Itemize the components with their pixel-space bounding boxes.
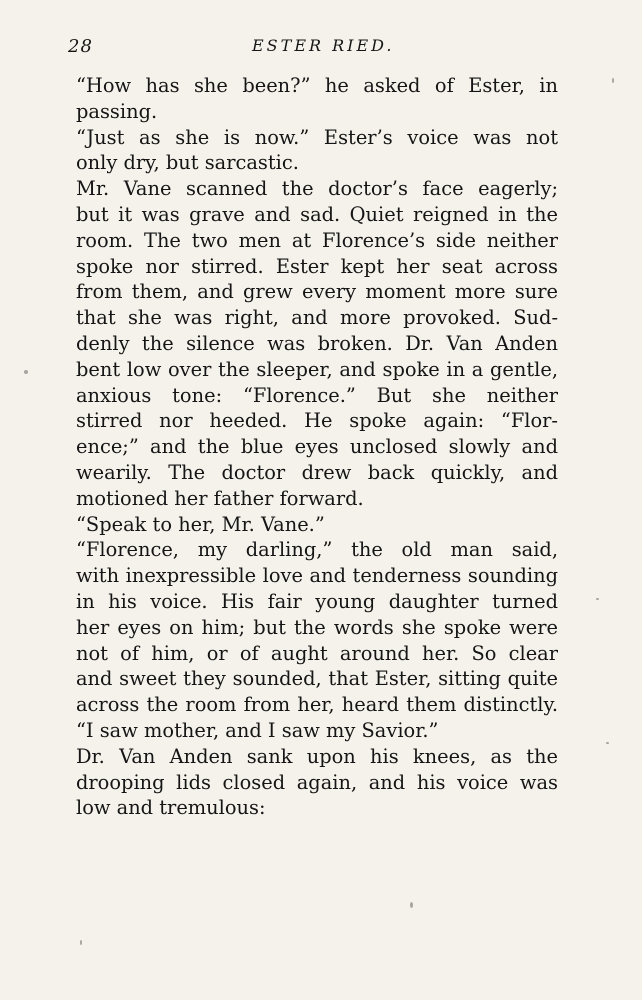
text-line: bent low over the sleeper, and spoke in a gentle, [76,357,558,381]
paper-speck [606,742,609,744]
text-line: Mr. Vane scanned the doctor’s face eagerly; [76,177,558,201]
paper-speck [410,902,413,908]
text-line: only dry, but sarcastic. [76,151,299,175]
text-line: from them, and grew every moment more sure [76,280,558,304]
text-line: “How has she been?” he asked of Ester, in [76,74,558,97]
text-line: ence;” and the blue eyes unclosed slowly and [76,435,558,459]
text-line: spoke nor stirred. Ester kept her seat across [76,254,558,278]
text-line: across the room from her, heard them distinctly. [76,693,558,717]
paper-speck [24,370,28,374]
paper-speck [612,78,614,83]
text-line: “Florence, my darling,” the old man said, [76,538,558,562]
text-line: her eyes on him; but the words she spoke were [76,615,558,639]
text-line: motioned her father forward. [76,486,364,510]
text-line: wearily. The doctor drew back quickly, and [76,460,558,484]
text-line: and sweet they sounded, that Ester, sitting quite [76,667,558,691]
text-line: with inexpressible love and tenderness sounding [76,564,558,588]
paper-speck [596,598,599,600]
text-line: drooping lids closed again, and his voice was [76,770,558,794]
text-line: “I saw mother, and I saw my Savior.” [76,718,439,742]
text-line: room. The two men at Florence’s side neither [76,228,558,252]
text-line: that she was right, and more provoked. Sud- [76,306,558,330]
text-line: Dr. Van Anden sank upon his knees, as the [76,744,558,768]
page-header [68,36,558,62]
text-line: denly the silence was broken. Dr. Van Anden [76,331,558,355]
body-text [76,73,558,821]
text-line: anxious tone: “Florence.” But she neither [76,383,558,407]
text-line: but it was grave and sad. Quiet reigned in the [76,202,558,226]
text-line: in his voice. His fair young daughter turned [76,589,558,613]
page-number: 28 [68,36,93,57]
text-line: “Speak to her, Mr. Vane.” [76,512,325,536]
text-line: not of him, or of aught around her. So clear [76,641,558,665]
text-line: stirred nor heeded. He spoke again: “Flor- [76,409,558,433]
running-head: ESTER RIED. [252,36,395,55]
text-line: low and tremulous: [76,796,266,820]
paper-speck [80,940,82,945]
text-line: passing. [76,99,158,123]
text-line: “Just as she is now.” Ester’s voice was not [76,125,558,149]
